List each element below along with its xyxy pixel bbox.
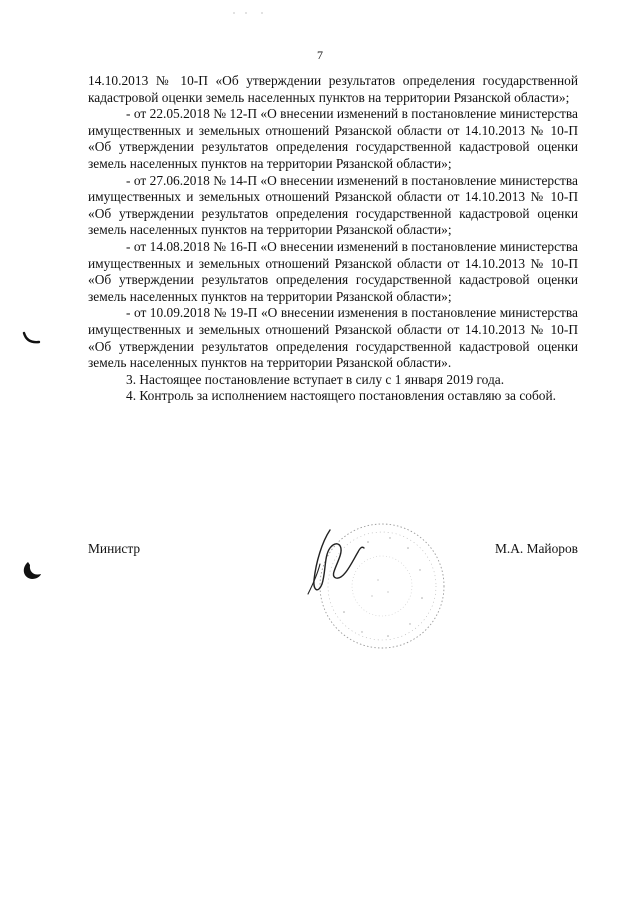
- signatory-name: М.А. Майоров: [494, 541, 578, 556]
- document-body: [88, 73, 578, 405]
- paragraph-continuation: 14.10.2013 № 10-П «Об утверждении результатов определения государственной кадастровой оценки земель населенных пунктов на территории Рязанской области»;: [88, 73, 578, 105]
- signatory-title: Министр: [88, 541, 141, 556]
- scan-margin-mark-icon: [20, 560, 42, 582]
- clause-control: 4. Контроль за исполнением настоящего постановления оставляю за собой.: [126, 388, 557, 404]
- list-item-resolution-16p: - от 14.08.2018 № 16-П «О внесении изменений в постановление министерства имущественных и земельных отношений Рязанской области от 14.10.2013 № 10-П «Об утверждении результатов определения государственной кадастровой оценки земель населенных пунктов на территории Рязанской области»;: [88, 238, 578, 304]
- list-item-resolution-12p: - от 22.05.2018 № 12-П «О внесении изменений в постановление министерства имущественных и земельных отношений Рязанской области от 14.10.2013 № 10-П «Об утверждении результатов определения государственной кадастровой оценки земель населенных пунктов на территории Рязанской области»;: [88, 106, 578, 171]
- page-number: 7: [317, 48, 323, 62]
- list-item-resolution-19p: - от 10.09.2018 № 19-П «О внесении изменения в постановление министерства имущественных и земельных отношений Рязанской области от 14.10.2013 № 10-П «Об утверждении результатов определения государственной кадастровой оценки земель населенных пунктов на территории Рязанской области».: [88, 305, 578, 371]
- clause-effective-date: 3. Настоящее постановление вступает в силу с 1 января 2019 года.: [126, 371, 505, 387]
- signature-block: [88, 541, 578, 559]
- scan-artifact-dots: [232, 10, 272, 16]
- handwritten-signature-icon: [300, 522, 370, 602]
- list-item-resolution-14p: - от 27.06.2018 № 14-П «О внесении изменений в постановление министерства имущественных и земельных отношений Рязанской области от 14.10.2013 № 10-П «Об утверждении результатов определения государственной кадастровой оценки земель населенных пунктов на территории Рязанской области»;: [88, 172, 578, 238]
- scan-margin-mark-icon: [20, 330, 42, 346]
